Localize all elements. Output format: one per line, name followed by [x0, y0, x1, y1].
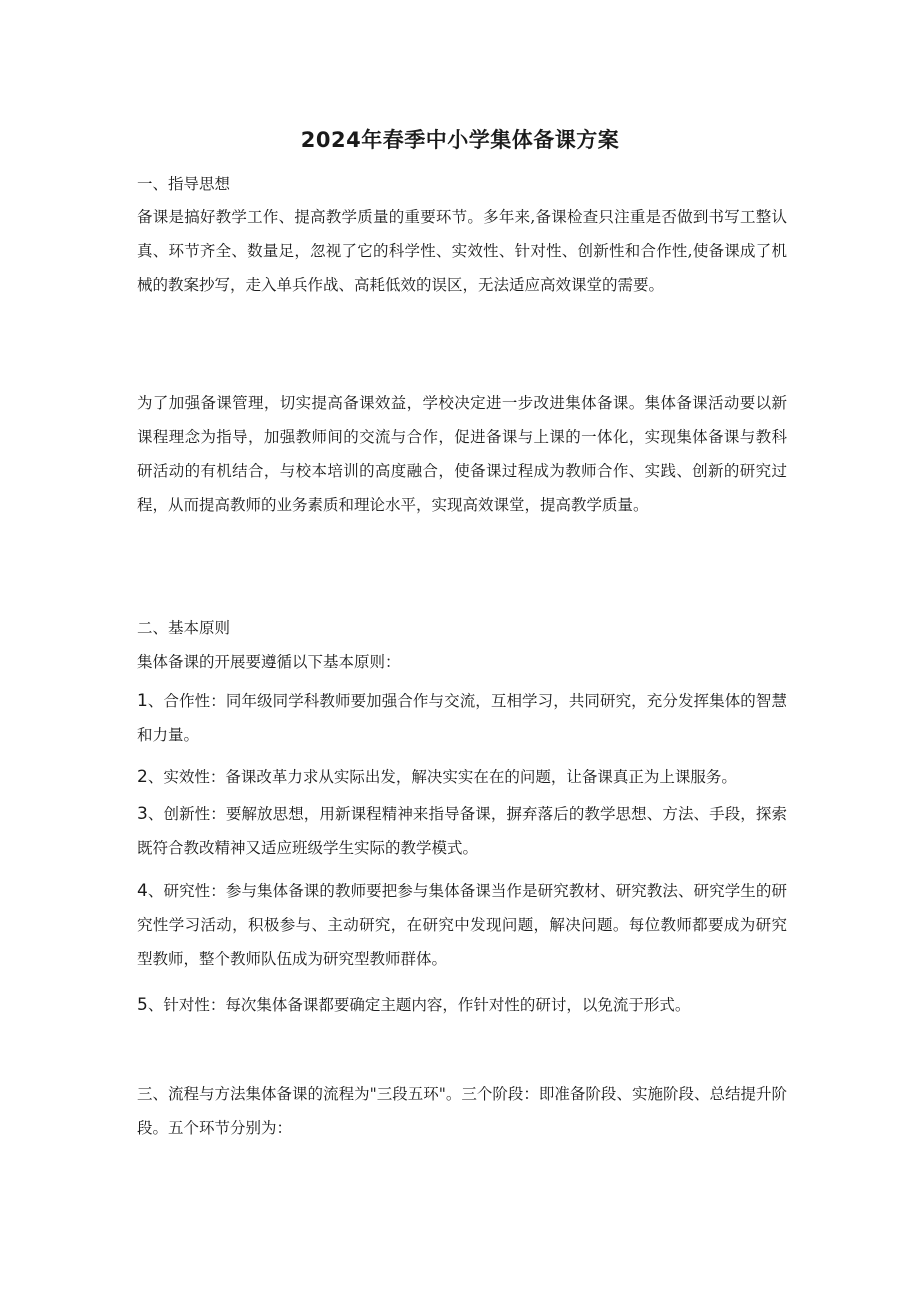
principle-number: 2 — [137, 767, 148, 787]
section3-paragraph: 三、流程与方法集体备课的流程为"三段五环"。三个阶段：即准备阶段、实施阶段、总结提升阶段。五个环节分别为： — [137, 1085, 787, 1137]
principle-text: 、合作性：同年级同学科教师要加强合作与交流，互相学习，共同研究，充分发挥集体的智慧和力量。 — [137, 692, 787, 744]
principle-item-3 — [137, 797, 787, 865]
principle-item-4 — [137, 874, 787, 976]
document-title: 2024年春季中小学集体备课方案 — [300, 128, 620, 152]
principle-item-5 — [137, 988, 787, 1022]
principle-text: 、实效性：备课改革力求从实际出发，解决实实在在的问题，让备课真正为上课服务。 — [147, 768, 737, 786]
section2-heading: 二、基本原则 — [137, 619, 231, 637]
principle-number: 4 — [137, 881, 148, 901]
principle-number: 5 — [137, 995, 148, 1015]
section2-intro: 集体备课的开展要遵循以下基本原则： — [137, 653, 401, 671]
principle-number: 1 — [137, 691, 148, 711]
section1-paragraph-2: 为了加强备课管理，切实提高备课效益，学校决定进一步改进集体备课。集体备课活动要以新课程理念为指导，加强教师间的交流与合作，促进备课与上课的一体化，实现集体备课与教科研活动的有机结合，与校本培训的高度融合，使备课过程成为教师合作、实践、创新的研究过程，从而提高教师的业务素质和理论水平，实现高效课堂，提高教学质量。 — [137, 394, 787, 514]
principle-text: 、创新性：要解放思想，用新课程精神来指导备课，摒弃落后的教学思想、方法、手段，探索既符合教改精神又适应班级学生实际的教学模式。 — [137, 805, 787, 857]
section1-heading: 一、指导思想 — [137, 175, 231, 193]
principle-item-1 — [137, 684, 787, 752]
principle-text: 、研究性：参与集体备课的教师要把参与集体备课当作是研究教材、研究教法、研究学生的研究性学习活动，积极参与、主动研究，在研究中发现问题，解决问题。每位教师都要成为研究型教师，整个教师队伍成为研究型教师群体。 — [137, 882, 787, 968]
section1-paragraph-1: 备课是搞好教学工作、提高教学质量的重要环节。多年来,备课检查只注重是否做到书写工整认真、环节齐全、数量足，忽视了它的科学性、实效性、针对性、创新性和合作性,使备课成了机械的教案抄写，走入单兵作战、高耗低效的误区，无法适应高效课堂的需要。 — [137, 208, 787, 294]
principle-text: 、针对性：每次集体备课都要确定主题内容，作针对性的研讨，以免流于形式。 — [147, 996, 691, 1014]
principle-item-2 — [137, 760, 787, 794]
principle-number: 3 — [137, 804, 148, 824]
